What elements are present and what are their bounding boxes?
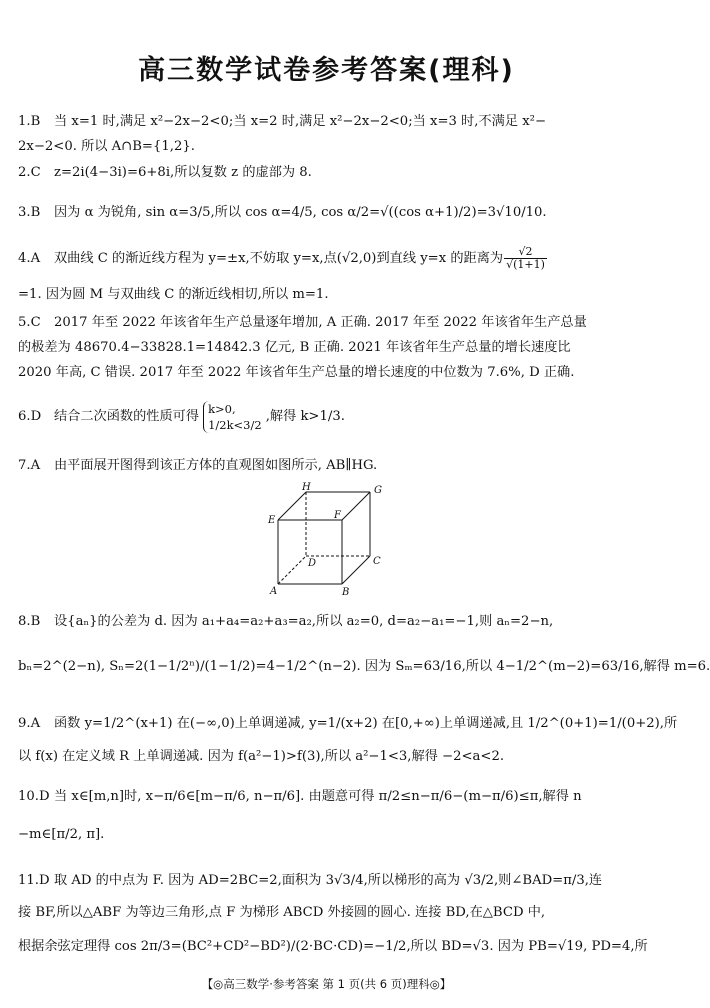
- answer-3-label: 3.B: [18, 205, 41, 220]
- vertex-label-F: F: [334, 510, 341, 521]
- answer-2-label: 2.C: [18, 165, 41, 180]
- cube-diagram: [262, 482, 392, 600]
- answer-11-line-3: 根据余弦定理得 cos 2π/3=(BC²+CD²−BD²)/(2·BC·CD)=−1/2,所以 BD=√3. 因为 PB=√19, PD=4,所: [18, 939, 648, 954]
- vertex-label-G: G: [374, 485, 382, 496]
- answer-8-text: 设{aₙ}的公差为 d. 因为 a₁+a₄=a₂+a₃=a₂,所以 a₂=0, d=a₂−a₁=−1,则 aₙ=2−n,: [54, 614, 554, 629]
- answer-1-label: 1.B: [18, 114, 41, 129]
- answer-8-line-2: bₙ=2^(2−n), Sₙ=2(1−1/2ⁿ)/(1−1/2)=4−1/2^(n−2). 因为 Sₘ=63/16,所以 4−1/2^(m−2)=63/16,解得 m=6.: [18, 659, 710, 674]
- answer-6-line: [18, 390, 638, 444]
- answer-10-text: 当 x∈[m,n]时, x−π/6∈[m−π/6, n−π/6]. 由题意可得 π/2≤n−π/6−(m−π/6)≤π,解得 n: [54, 789, 582, 804]
- answer-1-line-1: [18, 113, 638, 131]
- answer-7-text: 由平面展开图得到该正方体的直观图如图所示, AB∥HG.: [54, 458, 378, 473]
- answer-4-text: 双曲线 C 的渐近线方程为 y=±x,不妨取 y=x,点(√2,0)到直线 y=x 的距离为: [54, 251, 504, 266]
- answer-4-line-1: [18, 246, 638, 278]
- answer-9-line-1: [18, 715, 678, 733]
- answer-8-line-1: [18, 613, 638, 631]
- vertex-label-C: C: [373, 556, 381, 567]
- answer-1-line-2: 2x−2<0. 所以 A∩B={1,2}.: [18, 139, 195, 154]
- answer-2-text: z=2i(4−3i)=6+8i,所以复数 z 的虚部为 8.: [54, 165, 312, 180]
- answer-5-label: 5.C: [18, 315, 41, 330]
- vertex-label-H: H: [302, 482, 311, 493]
- answer-7-label: 7.A: [18, 458, 41, 473]
- answer-6-result: ,解得 k>1/3.: [265, 409, 345, 424]
- answer-8-label: 8.B: [18, 614, 41, 629]
- answer-1-text: 当 x=1 时,满足 x²−2x−2<0;当 x=2 时,满足 x²−2x−2<0;当 x=3 时,不满足 x²−: [54, 114, 546, 129]
- answer-3-line: [18, 204, 638, 222]
- answer-10-label: 10.D: [18, 789, 50, 804]
- vertex-label-E: E: [268, 515, 276, 526]
- vertex-label-D: D: [308, 558, 317, 569]
- answer-11-label: 11.D: [18, 873, 50, 888]
- page-title: 高三数学试卷参考答案(理科): [138, 55, 515, 86]
- edge-BC: [342, 556, 370, 584]
- answer-4-label: 4.A: [18, 251, 41, 266]
- distance-fraction: $\frac{√2}{√(1+1)}$: [506, 245, 545, 271]
- answer-11-line-2: 接 BF,所以△ABF 为等边三角形,点 F 为梯形 ABCD 外接圆的圆心. 连接 BD,在△BCD 中,: [18, 905, 546, 920]
- answer-9-line-2: 以 f(x) 在定义域 R 上单调递减. 因为 f(a²−1)>f(3),所以 a²−1<3,解得 −2<a<2.: [18, 749, 505, 764]
- answer-5-line-1: [18, 314, 638, 332]
- answer-3-text: 因为 α 为锐角, sin α=3/5,所以 cos α=4/5, cos α/2=√((cos α+1)/2)=3√10/10.: [54, 205, 547, 220]
- inequality-system: k>0, 1/2k<3/2: [203, 401, 262, 433]
- answer-5-text: 2017 年至 2022 年该省年生产总量逐年增加, A 正确. 2017 年至 2022 年该省年生产总量: [54, 315, 587, 330]
- answer-5-line-2: 的极差为 48670.4−33828.1=14842.3 亿元, B 正确. 2021 年该省年生产总量的增长速度比: [18, 340, 571, 355]
- answer-9-text: 函数 y=1/2^(x+1) 在(−∞,0)上单调递减, y=1/(x+2) 在[0,+∞)上单调递减,且 1/2^(0+1)=1/(0+2),所: [54, 716, 678, 731]
- answer-6-text: 结合二次函数的性质可得: [54, 409, 200, 424]
- hidden-edge-AD: [278, 556, 306, 584]
- answer-6-label: 6.D: [18, 409, 42, 424]
- edge-EH: [278, 492, 306, 520]
- page-footer: 【◎高三数学·参考答案 第 1 页(共 6 页)理科◎】: [201, 977, 452, 991]
- vertex-label-B: B: [342, 587, 350, 598]
- answer-5-line-3: 2020 年高, C 错误. 2017 年至 2022 年该省年生产总量的增长速度的中位数为 7.6%, D 正确.: [18, 365, 575, 380]
- answer-11-text: 取 AD 的中点为 F. 因为 AD=2BC=2,面积为 3√3/4,所以梯形的高为 √3/2,则∠BAD=π/3,连: [54, 873, 603, 888]
- answer-2-line: [18, 164, 638, 182]
- answer-10-line-1: [18, 788, 638, 806]
- answer-4-line-2: =1. 因为圆 M 与双曲线 C 的渐近线相切,所以 m=1.: [18, 287, 329, 302]
- answer-10-line-2: −m∈[π/2, π].: [18, 827, 105, 842]
- edge-FG: [342, 492, 370, 520]
- answer-11-line-1: [18, 872, 638, 890]
- answer-9-label: 9.A: [18, 716, 41, 731]
- answer-7-line: [18, 457, 638, 475]
- vertex-label-A: A: [270, 586, 278, 597]
